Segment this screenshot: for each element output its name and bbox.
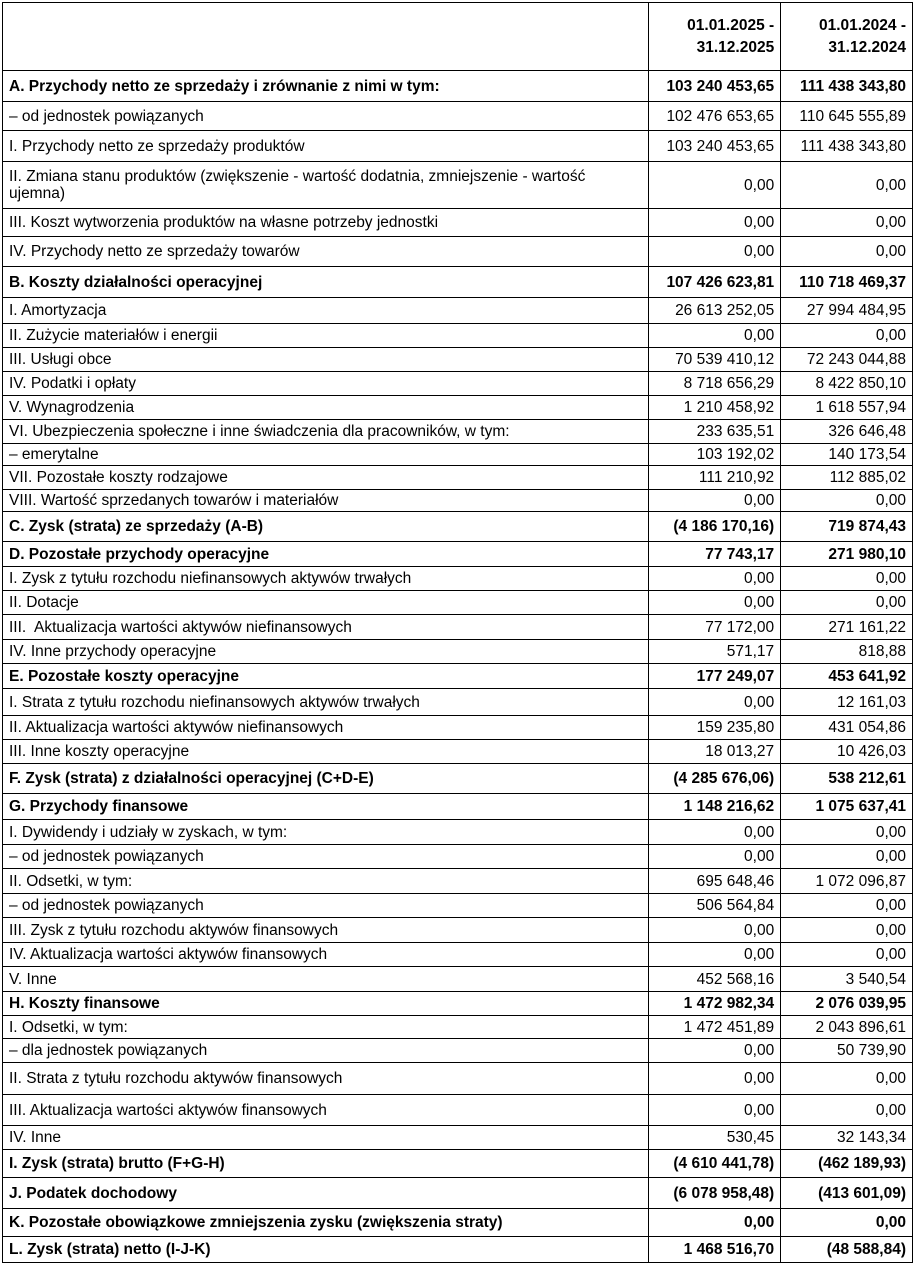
value-2024: 3 540,54 — [781, 967, 913, 992]
row-label: I. Dywidendy i udziały w zyskach, w tym: — [3, 820, 649, 845]
value-2024: 50 739,90 — [781, 1039, 913, 1063]
table-row — [3, 967, 913, 992]
value-2024: 0,00 — [781, 591, 913, 615]
table-row — [3, 1150, 913, 1178]
value-2024: 0,00 — [781, 567, 913, 591]
value-2025: 26 613 252,05 — [649, 298, 781, 324]
value-2025: 177 249,07 — [649, 664, 781, 689]
value-2025: 102 476 653,65 — [649, 102, 781, 131]
value-2024: 0,00 — [781, 1209, 913, 1237]
row-label: IV. Inne przychody operacyjne — [3, 640, 649, 664]
row-label: II. Odsetki, w tym: — [3, 869, 649, 894]
value-2025: 0,00 — [649, 1063, 781, 1095]
value-2025: 70 539 410,12 — [649, 348, 781, 372]
value-2025: 695 648,46 — [649, 869, 781, 894]
value-2024: 431 054,86 — [781, 716, 913, 740]
row-label: D. Pozostałe przychody operacyjne — [3, 542, 649, 567]
table-row — [3, 567, 913, 591]
row-label: III. Usługi obce — [3, 348, 649, 372]
row-label: C. Zysk (strata) ze sprzedaży (A-B) — [3, 512, 649, 542]
value-2024: 0,00 — [781, 918, 913, 943]
table-row — [3, 894, 913, 918]
value-2025: 233 635,51 — [649, 420, 781, 444]
value-2025: 1 468 516,70 — [649, 1237, 781, 1263]
table-row — [3, 820, 913, 845]
row-label: III. Koszt wytworzenia produktów na własne potrzeby jednostki — [3, 209, 649, 237]
value-2025: 1 210 458,92 — [649, 396, 781, 420]
value-2024: 1 618 557,94 — [781, 396, 913, 420]
value-2025: 0,00 — [649, 1095, 781, 1126]
value-2024: 2 043 896,61 — [781, 1016, 913, 1039]
table-row — [3, 512, 913, 542]
table-row — [3, 1039, 913, 1063]
value-2025: 1 472 982,34 — [649, 992, 781, 1016]
value-2024: 140 173,54 — [781, 444, 913, 466]
table-row — [3, 490, 913, 512]
table-row — [3, 444, 913, 466]
row-label: – od jednostek powiązanych — [3, 102, 649, 131]
value-2025: 1 148 216,62 — [649, 794, 781, 820]
value-2025: 0,00 — [649, 591, 781, 615]
table-row — [3, 372, 913, 396]
value-2025: 0,00 — [649, 689, 781, 716]
value-2025: 0,00 — [649, 490, 781, 512]
value-2024: 1 075 637,41 — [781, 794, 913, 820]
table-row — [3, 267, 913, 298]
table-row — [3, 740, 913, 764]
table-row — [3, 943, 913, 967]
row-label: I. Strata z tytułu rozchodu niefinansowych aktywów trwałych — [3, 689, 649, 716]
value-2024: 111 438 343,80 — [781, 71, 913, 102]
table-row — [3, 324, 913, 348]
table-row — [3, 918, 913, 943]
header-period-2024: 01.01.2024 - 31.12.2024 — [781, 3, 913, 71]
value-2024: 538 212,61 — [781, 764, 913, 794]
row-label: IV. Inne — [3, 1126, 649, 1150]
value-2024: 27 994 484,95 — [781, 298, 913, 324]
value-2024: 110 645 555,89 — [781, 102, 913, 131]
value-2025: 0,00 — [649, 1039, 781, 1063]
value-2024: 12 161,03 — [781, 689, 913, 716]
table-row — [3, 1016, 913, 1039]
value-2025: 8 718 656,29 — [649, 372, 781, 396]
table-row — [3, 1095, 913, 1126]
table-row — [3, 298, 913, 324]
table-row — [3, 615, 913, 640]
row-label: J. Podatek dochodowy — [3, 1178, 649, 1209]
row-label: VIII. Wartość sprzedanych towarów i materiałów — [3, 490, 649, 512]
value-2025: 530,45 — [649, 1126, 781, 1150]
value-2024: 0,00 — [781, 845, 913, 869]
value-2025: 77 743,17 — [649, 542, 781, 567]
income-statement-table — [2, 2, 913, 1263]
value-2024: 0,00 — [781, 237, 913, 267]
row-label: I. Odsetki, w tym: — [3, 1016, 649, 1039]
row-label: III. Zysk z tytułu rozchodu aktywów finansowych — [3, 918, 649, 943]
table-row — [3, 420, 913, 444]
value-2024: 453 641,92 — [781, 664, 913, 689]
value-2025: 0,00 — [649, 820, 781, 845]
value-2025: 103 192,02 — [649, 444, 781, 466]
table-row — [3, 794, 913, 820]
header-period-2025: 01.01.2025 - 31.12.2025 — [649, 3, 781, 71]
table-row — [3, 640, 913, 664]
table-row — [3, 716, 913, 740]
table-row — [3, 664, 913, 689]
row-label: – od jednostek powiązanych — [3, 894, 649, 918]
row-label: II. Aktualizacja wartości aktywów niefinansowych — [3, 716, 649, 740]
value-2024: 72 243 044,88 — [781, 348, 913, 372]
table-row — [3, 237, 913, 267]
value-2025: 1 472 451,89 — [649, 1016, 781, 1039]
table-row — [3, 466, 913, 490]
table-row — [3, 869, 913, 894]
row-label: F. Zysk (strata) z działalności operacyjnej (C+D-E) — [3, 764, 649, 794]
row-label: V. Wynagrodzenia — [3, 396, 649, 420]
row-label: III. Aktualizacja wartości aktywów finansowych — [3, 1095, 649, 1126]
value-2024: 326 646,48 — [781, 420, 913, 444]
value-2025: (6 078 958,48) — [649, 1178, 781, 1209]
row-label: I. Przychody netto ze sprzedaży produktów — [3, 131, 649, 162]
row-label: I. Amortyzacja — [3, 298, 649, 324]
value-2024: 0,00 — [781, 1063, 913, 1095]
value-2025: 0,00 — [649, 1209, 781, 1237]
table-row — [3, 1063, 913, 1095]
table-row — [3, 1237, 913, 1263]
row-label: I. Zysk z tytułu rozchodu niefinansowych aktywów trwałych — [3, 567, 649, 591]
row-label: III. Aktualizacja wartości aktywów niefinansowych — [3, 615, 649, 640]
row-label: VII. Pozostałe koszty rodzajowe — [3, 466, 649, 490]
value-2024: 0,00 — [781, 943, 913, 967]
value-2024: 0,00 — [781, 490, 913, 512]
value-2025: 0,00 — [649, 943, 781, 967]
table-row — [3, 396, 913, 420]
table-row — [3, 131, 913, 162]
value-2024: 0,00 — [781, 324, 913, 348]
table-row — [3, 591, 913, 615]
table-row — [3, 71, 913, 102]
value-2025: 107 426 623,81 — [649, 267, 781, 298]
header-row — [3, 3, 913, 71]
value-2025: 103 240 453,65 — [649, 131, 781, 162]
value-2025: 18 013,27 — [649, 740, 781, 764]
value-2024: 1 072 096,87 — [781, 869, 913, 894]
table-row — [3, 1178, 913, 1209]
value-2025: 0,00 — [649, 209, 781, 237]
row-label: B. Koszty działalności operacyjnej — [3, 267, 649, 298]
row-label: IV. Przychody netto ze sprzedaży towarów — [3, 237, 649, 267]
row-label: IV. Podatki i opłaty — [3, 372, 649, 396]
value-2025: 77 172,00 — [649, 615, 781, 640]
value-2025: 0,00 — [649, 918, 781, 943]
value-2025: 0,00 — [649, 237, 781, 267]
value-2025: 506 564,84 — [649, 894, 781, 918]
value-2025: 159 235,80 — [649, 716, 781, 740]
table-row — [3, 348, 913, 372]
row-label: G. Przychody finansowe — [3, 794, 649, 820]
value-2025: 0,00 — [649, 845, 781, 869]
value-2025: 0,00 — [649, 162, 781, 209]
row-label: I. Zysk (strata) brutto (F+G-H) — [3, 1150, 649, 1178]
table-row — [3, 162, 913, 209]
row-label: H. Koszty finansowe — [3, 992, 649, 1016]
row-label: IV. Aktualizacja wartości aktywów finansowych — [3, 943, 649, 967]
value-2024: 271 980,10 — [781, 542, 913, 567]
value-2024: 0,00 — [781, 209, 913, 237]
value-2025: (4 610 441,78) — [649, 1150, 781, 1178]
row-label: K. Pozostałe obowiązkowe zmniejszenia zysku (zwiększenia straty) — [3, 1209, 649, 1237]
row-label: – dla jednostek powiązanych — [3, 1039, 649, 1063]
value-2025: 103 240 453,65 — [649, 71, 781, 102]
value-2024: (462 189,93) — [781, 1150, 913, 1178]
value-2024: 271 161,22 — [781, 615, 913, 640]
value-2024: 818,88 — [781, 640, 913, 664]
value-2024: 111 438 343,80 — [781, 131, 913, 162]
row-label: V. Inne — [3, 967, 649, 992]
value-2025: 0,00 — [649, 567, 781, 591]
row-label: A. Przychody netto ze sprzedaży i zrównanie z nimi w tym: — [3, 71, 649, 102]
row-label: II. Strata z tytułu rozchodu aktywów finansowych — [3, 1063, 649, 1095]
table-row — [3, 845, 913, 869]
value-2024: 719 874,43 — [781, 512, 913, 542]
value-2024: 0,00 — [781, 1095, 913, 1126]
table-row — [3, 1209, 913, 1237]
row-label: L. Zysk (strata) netto (I-J-K) — [3, 1237, 649, 1263]
row-label: II. Zmiana stanu produktów (zwiększenie - wartość dodatnia, zmniejszenie - wartość ujemna) — [3, 162, 649, 209]
value-2024: 0,00 — [781, 820, 913, 845]
value-2025: 0,00 — [649, 324, 781, 348]
table-row — [3, 689, 913, 716]
value-2024: (48 588,84) — [781, 1237, 913, 1263]
row-label: II. Dotacje — [3, 591, 649, 615]
row-label: III. Inne koszty operacyjne — [3, 740, 649, 764]
table-row — [3, 102, 913, 131]
row-label: VI. Ubezpieczenia społeczne i inne świadczenia dla pracowników, w tym: — [3, 420, 649, 444]
value-2024: 32 143,34 — [781, 1126, 913, 1150]
value-2024: 0,00 — [781, 162, 913, 209]
row-label: II. Zużycie materiałów i energii — [3, 324, 649, 348]
table-row — [3, 542, 913, 567]
table-row — [3, 209, 913, 237]
value-2025: 111 210,92 — [649, 466, 781, 490]
header-label-cell — [3, 3, 649, 71]
value-2024: 112 885,02 — [781, 466, 913, 490]
value-2024: 0,00 — [781, 894, 913, 918]
table-row — [3, 764, 913, 794]
row-label: – emerytalne — [3, 444, 649, 466]
value-2024: 110 718 469,37 — [781, 267, 913, 298]
value-2024: 2 076 039,95 — [781, 992, 913, 1016]
value-2024: (413 601,09) — [781, 1178, 913, 1209]
row-label: E. Pozostałe koszty operacyjne — [3, 664, 649, 689]
table-row — [3, 1126, 913, 1150]
value-2024: 8 422 850,10 — [781, 372, 913, 396]
value-2025: 571,17 — [649, 640, 781, 664]
value-2024: 10 426,03 — [781, 740, 913, 764]
value-2025: 452 568,16 — [649, 967, 781, 992]
table-row — [3, 992, 913, 1016]
row-label: – od jednostek powiązanych — [3, 845, 649, 869]
value-2025: (4 285 676,06) — [649, 764, 781, 794]
value-2025: (4 186 170,16) — [649, 512, 781, 542]
